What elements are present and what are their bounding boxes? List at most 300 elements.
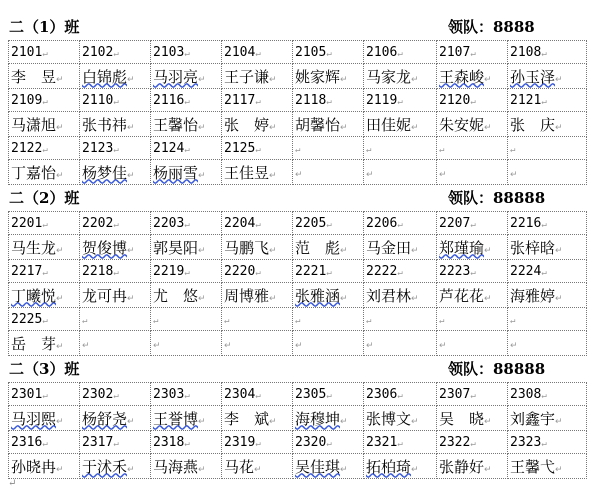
student-number-cell <box>437 383 508 406</box>
student-name-cell <box>437 454 508 479</box>
student-name: 龙可冉 <box>82 286 128 305</box>
student-name-cell <box>437 283 508 308</box>
student-number: 2221 <box>295 263 327 279</box>
student-name: 田佳妮 <box>366 115 412 134</box>
student-name: 海雅婷 <box>510 286 556 305</box>
student-number-cell <box>364 137 437 160</box>
student-number-cell <box>9 260 80 283</box>
cell-end-mark: ↵ <box>198 74 206 85</box>
student-number-cell <box>437 308 508 331</box>
student-name-row <box>9 64 587 89</box>
class-name: 二（3）班 <box>9 360 80 378</box>
student-number: 2303 <box>153 386 185 402</box>
student-name-cell <box>293 64 364 89</box>
student-name: 王子谦 <box>224 67 270 86</box>
student-number-cell <box>437 89 508 112</box>
student-number-row <box>9 431 587 454</box>
student-number-cell <box>508 308 587 331</box>
cell-end-mark: ↵ <box>295 144 301 155</box>
cell-end-mark: ↵ <box>397 267 403 278</box>
cell-end-mark: ↵ <box>510 341 518 351</box>
student-name: 朱安妮 <box>439 115 485 134</box>
student-name: 王馨弋 <box>510 457 556 476</box>
cell-end-mark: ↵ <box>397 438 403 449</box>
cell-end-mark: ↵ <box>366 144 372 155</box>
cell-end-mark: ↵ <box>470 390 476 401</box>
cell-end-mark: ↵ <box>127 170 135 181</box>
cell-end-mark: ↵ <box>224 315 230 326</box>
student-number: 2203 <box>153 215 185 231</box>
student-name: 刘君林 <box>366 286 412 305</box>
cell-end-mark: ↵ <box>198 293 206 304</box>
student-name-cell <box>508 64 587 89</box>
student-number-cell <box>508 41 587 64</box>
student-number: 2321 <box>366 434 398 450</box>
student-number-cell <box>80 260 151 283</box>
cell-end-mark: ↵ <box>470 48 476 59</box>
student-name-cell <box>151 235 222 260</box>
cell-end-mark: ↵ <box>184 267 190 278</box>
student-name: 周博雅 <box>224 286 270 305</box>
student-number-cell <box>80 212 151 235</box>
cell-end-mark: ↵ <box>269 416 277 427</box>
student-name-cell <box>151 112 222 137</box>
student-number-cell <box>508 89 587 112</box>
cell-end-mark: ↵ <box>510 170 518 180</box>
student-name: 马金田 <box>366 238 412 257</box>
cell-end-mark: ↵ <box>56 341 64 352</box>
student-number: 2123 <box>82 140 114 156</box>
student-number-cell <box>364 431 437 454</box>
student-number-cell <box>437 260 508 283</box>
end-paragraph-mark: ↵ <box>8 478 17 489</box>
student-name-cell <box>151 64 222 89</box>
cell-end-mark: ↵ <box>153 341 161 351</box>
student-name-cell <box>9 112 80 137</box>
student-number: 2103 <box>153 44 185 60</box>
student-number-cell <box>80 89 151 112</box>
student-name-cell <box>222 235 293 260</box>
cell-end-mark: ↵ <box>340 416 348 427</box>
cell-end-mark: ↵ <box>541 390 547 401</box>
student-name: 王馨怡 <box>153 115 199 134</box>
cell-end-mark: ↵ <box>56 416 64 427</box>
cell-end-mark: ↵ <box>42 267 48 278</box>
cell-end-mark: ↵ <box>113 144 119 155</box>
cell-end-mark: ↵ <box>198 245 206 256</box>
student-name-row <box>9 235 587 260</box>
student-name-cell <box>293 406 364 431</box>
cell-end-mark: ↵ <box>255 390 261 401</box>
student-number: 2320 <box>295 434 327 450</box>
cell-end-mark: ↵ <box>411 464 419 475</box>
cell-end-mark: ↵ <box>366 341 374 351</box>
cell-end-mark: ↵ <box>484 416 492 427</box>
student-name-cell <box>437 112 508 137</box>
student-number-cell <box>364 89 437 112</box>
student-name: 张 庆 <box>510 115 556 134</box>
student-number: 2219 <box>153 263 185 279</box>
student-name-cell <box>293 160 364 185</box>
cell-end-mark: ↵ <box>295 315 301 326</box>
student-number-cell <box>293 308 364 331</box>
team-leader: 领队：88888 <box>448 360 546 378</box>
student-number: 2223 <box>439 263 471 279</box>
student-number-cell <box>151 41 222 64</box>
student-number-cell <box>9 89 80 112</box>
student-number: 2318 <box>153 434 185 450</box>
cell-end-mark: ↵ <box>269 245 277 256</box>
student-number-cell <box>364 383 437 406</box>
cell-end-mark: ↵ <box>295 341 303 351</box>
student-name-cell <box>437 331 508 356</box>
student-number: 2104 <box>224 44 256 60</box>
cell-end-mark: ↵ <box>366 315 372 326</box>
student-number: 2218 <box>82 263 114 279</box>
cell-end-mark: ↵ <box>326 267 332 278</box>
student-name-row <box>9 160 587 185</box>
cell-end-mark: ↵ <box>82 341 90 351</box>
cell-end-mark: ↵ <box>439 341 447 351</box>
student-number-cell <box>293 89 364 112</box>
cell-end-mark: ↵ <box>541 267 547 278</box>
cell-end-mark: ↵ <box>153 315 159 326</box>
student-number: 2124 <box>153 140 185 156</box>
student-name-cell <box>437 160 508 185</box>
cell-end-mark: ↵ <box>113 390 119 401</box>
student-name-cell <box>222 160 293 185</box>
student-name: 王誉博 <box>153 409 199 428</box>
student-name: 孙晓冉 <box>11 457 57 476</box>
cell-end-mark: ↵ <box>56 245 64 256</box>
student-number-row <box>9 212 587 235</box>
student-number-cell <box>222 308 293 331</box>
student-name: 张书祎 <box>82 115 128 134</box>
cell-end-mark: ↵ <box>397 96 403 107</box>
cell-end-mark: ↵ <box>510 144 516 155</box>
student-number-cell <box>437 212 508 235</box>
student-number-cell <box>364 41 437 64</box>
student-number-cell <box>151 212 222 235</box>
cell-end-mark: ↵ <box>484 122 492 133</box>
cell-end-mark: ↵ <box>82 315 88 326</box>
student-number: 2101 <box>11 44 43 60</box>
student-number: 2205 <box>295 215 327 231</box>
student-number-cell <box>151 431 222 454</box>
student-number: 2225 <box>11 311 43 327</box>
student-number: 2317 <box>82 434 114 450</box>
cell-end-mark: ↵ <box>411 245 419 256</box>
cell-end-mark: ↵ <box>484 74 492 85</box>
student-number-cell <box>151 137 222 160</box>
student-name-cell <box>80 160 151 185</box>
cell-end-mark: ↵ <box>113 219 119 230</box>
student-number-cell <box>222 41 293 64</box>
student-number-cell <box>9 41 80 64</box>
cell-end-mark: ↵ <box>411 122 419 133</box>
student-name-cell <box>364 64 437 89</box>
student-name: 姚家辉 <box>295 67 341 86</box>
student-number-cell <box>9 431 80 454</box>
student-number-cell <box>222 212 293 235</box>
student-name-cell <box>293 283 364 308</box>
cell-end-mark: ↵ <box>255 219 261 230</box>
cell-end-mark: ↵ <box>269 74 277 85</box>
student-name: 马家龙 <box>366 67 412 86</box>
student-name-cell <box>80 112 151 137</box>
student-number: 2323 <box>510 434 542 450</box>
student-name-cell <box>364 406 437 431</box>
student-name-cell <box>508 331 587 356</box>
student-name-cell <box>151 331 222 356</box>
cell-end-mark: ↵ <box>127 122 135 133</box>
cell-end-mark: ↵ <box>184 219 190 230</box>
student-name-cell <box>508 112 587 137</box>
student-number-row <box>9 383 587 406</box>
cell-end-mark: ↵ <box>269 170 277 181</box>
student-name: 海穆坤 <box>295 409 341 428</box>
student-number-row <box>9 308 587 331</box>
student-name: 贺俊博 <box>82 238 128 257</box>
cell-end-mark: ↵ <box>224 341 232 351</box>
student-name-cell <box>364 235 437 260</box>
cell-end-mark: ↵ <box>340 293 348 304</box>
cell-end-mark: ↵ <box>470 219 476 230</box>
student-number: 2120 <box>439 92 471 108</box>
student-number: 2306 <box>366 386 398 402</box>
student-name-cell <box>364 160 437 185</box>
student-number-cell <box>293 41 364 64</box>
cell-end-mark: ↵ <box>555 293 563 304</box>
cell-end-mark: ↵ <box>340 464 348 475</box>
student-name-cell <box>80 331 151 356</box>
cell-end-mark: ↵ <box>541 438 547 449</box>
student-name-cell <box>222 112 293 137</box>
student-number: 2307 <box>439 386 471 402</box>
student-name-row <box>9 283 587 308</box>
cell-end-mark: ↵ <box>113 438 119 449</box>
class-roster-table <box>8 382 587 479</box>
student-number-cell <box>9 308 80 331</box>
student-number: 2119 <box>366 92 398 108</box>
cell-end-mark: ↵ <box>411 416 419 427</box>
student-name: 马羽亮 <box>153 67 199 86</box>
student-name-cell <box>508 283 587 308</box>
cell-end-mark: ↵ <box>113 96 119 107</box>
cell-end-mark: ↵ <box>439 315 445 326</box>
student-name-cell <box>437 64 508 89</box>
cell-end-mark: ↵ <box>198 416 206 427</box>
cell-end-mark: ↵ <box>42 219 48 230</box>
student-name-row <box>9 112 587 137</box>
cell-end-mark: ↵ <box>42 438 48 449</box>
student-name-cell <box>80 235 151 260</box>
student-name: 吴 晓 <box>439 409 485 428</box>
student-name: 吴佳琪 <box>295 457 341 476</box>
cell-end-mark: ↵ <box>127 245 135 256</box>
team-leader: 领队：8888 <box>448 18 535 36</box>
student-number-cell <box>80 308 151 331</box>
cell-end-mark: ↵ <box>184 438 190 449</box>
cell-end-mark: ↵ <box>470 438 476 449</box>
cell-end-mark: ↵ <box>56 293 64 304</box>
student-name-cell <box>508 454 587 479</box>
student-number: 2202 <box>82 215 114 231</box>
class-roster-table <box>8 40 587 185</box>
cell-end-mark: ↵ <box>255 48 261 59</box>
student-name: 马海燕 <box>153 457 199 476</box>
student-name: 杨舒尧 <box>82 409 128 428</box>
student-name-cell <box>364 283 437 308</box>
cell-end-mark: ↵ <box>470 96 476 107</box>
cell-end-mark: ↵ <box>127 74 135 85</box>
student-number: 2122 <box>11 140 43 156</box>
student-name-cell <box>151 454 222 479</box>
student-number-cell <box>364 308 437 331</box>
student-name: 张 婷 <box>224 115 270 134</box>
cell-end-mark: ↵ <box>541 96 547 107</box>
cell-end-mark: ↵ <box>56 122 64 133</box>
cell-end-mark: ↵ <box>42 390 48 401</box>
student-number-cell <box>151 89 222 112</box>
student-number-cell <box>222 137 293 160</box>
student-name: 张静好 <box>439 457 485 476</box>
class-heading <box>8 14 586 40</box>
student-number-cell <box>222 383 293 406</box>
student-name: 范 彪 <box>295 238 341 257</box>
student-number-cell <box>222 431 293 454</box>
student-number-cell <box>293 137 364 160</box>
cell-end-mark: ↵ <box>255 96 261 107</box>
class-name: 二（2）班 <box>9 189 80 207</box>
student-name-cell <box>80 406 151 431</box>
student-name: 李 昱 <box>11 67 57 86</box>
cell-end-mark: ↵ <box>184 48 190 59</box>
student-number: 2322 <box>439 434 471 450</box>
student-name-cell <box>293 235 364 260</box>
student-number-cell <box>508 431 587 454</box>
cell-end-mark: ↵ <box>555 245 563 256</box>
cell-end-mark: ↵ <box>484 245 492 256</box>
cell-end-mark: ↵ <box>184 96 190 107</box>
cell-end-mark: ↵ <box>555 74 563 85</box>
cell-end-mark: ↵ <box>470 267 476 278</box>
student-name: 拓柏琦 <box>366 457 412 476</box>
student-number-cell <box>293 212 364 235</box>
cell-end-mark: ↵ <box>42 48 48 59</box>
student-name-cell <box>80 283 151 308</box>
student-name: 郑瑾瑜 <box>439 238 485 257</box>
cell-end-mark: ↵ <box>113 267 119 278</box>
student-number: 2222 <box>366 263 398 279</box>
cell-end-mark: ↵ <box>366 170 374 180</box>
class-name: 二（1）班 <box>9 18 80 36</box>
student-name-cell <box>222 454 293 479</box>
student-name: 杨丽雪 <box>153 163 199 182</box>
student-name-cell <box>151 160 222 185</box>
student-number-cell <box>222 260 293 283</box>
student-number-cell <box>364 212 437 235</box>
student-number-cell <box>80 137 151 160</box>
student-number-cell <box>508 212 587 235</box>
cell-end-mark: ↵ <box>42 144 48 155</box>
cell-end-mark: ↵ <box>397 48 403 59</box>
student-number: 2204 <box>224 215 256 231</box>
student-name-cell <box>9 160 80 185</box>
cell-end-mark: ↵ <box>255 144 261 155</box>
student-name-cell <box>222 64 293 89</box>
cell-end-mark: ↵ <box>541 48 547 59</box>
student-number-cell <box>80 431 151 454</box>
student-name-cell <box>222 406 293 431</box>
student-name-cell <box>364 112 437 137</box>
student-name-cell <box>222 331 293 356</box>
student-number: 2110 <box>82 92 114 108</box>
student-number: 2217 <box>11 263 43 279</box>
student-number: 2224 <box>510 263 542 279</box>
student-number: 2118 <box>295 92 327 108</box>
student-number: 2106 <box>366 44 398 60</box>
cell-end-mark: ↵ <box>198 170 206 181</box>
student-name: 张雅涵 <box>295 286 341 305</box>
cell-end-mark: ↵ <box>326 219 332 230</box>
student-number: 2308 <box>510 386 542 402</box>
cell-end-mark: ↵ <box>127 293 135 304</box>
student-name-cell <box>437 235 508 260</box>
cell-end-mark: ↵ <box>555 122 563 133</box>
class-heading <box>8 356 586 382</box>
student-number-cell <box>508 260 587 283</box>
cell-end-mark: ↵ <box>397 390 403 401</box>
cell-end-mark: ↵ <box>184 144 190 155</box>
student-number: 2220 <box>224 263 256 279</box>
student-name-row <box>9 406 587 431</box>
student-number: 2301 <box>11 386 43 402</box>
cell-end-mark: ↵ <box>127 416 135 427</box>
student-name: 张梓晗 <box>510 238 556 257</box>
team-leader: 领队：88888 <box>448 189 546 207</box>
cell-end-mark: ↵ <box>439 170 447 180</box>
cell-end-mark: ↵ <box>269 122 277 133</box>
student-name-cell <box>9 283 80 308</box>
student-number-cell <box>293 383 364 406</box>
student-name: 李 斌 <box>224 409 270 428</box>
student-number: 2125 <box>224 140 256 156</box>
student-number: 2102 <box>82 44 114 60</box>
student-number-row <box>9 137 587 160</box>
cell-end-mark: ↵ <box>555 464 563 475</box>
student-number: 2207 <box>439 215 471 231</box>
cell-end-mark: ↵ <box>295 170 303 180</box>
student-name-cell <box>9 454 80 479</box>
cell-end-mark: ↵ <box>510 315 516 326</box>
student-number: 2121 <box>510 92 542 108</box>
student-name-cell <box>508 160 587 185</box>
student-number-cell <box>437 137 508 160</box>
cell-end-mark: ↵ <box>439 144 445 155</box>
cell-end-mark: ↵ <box>269 293 277 304</box>
student-number-cell <box>437 41 508 64</box>
student-number: 2108 <box>510 44 542 60</box>
cell-end-mark: ↵ <box>541 219 547 230</box>
student-name-cell <box>9 235 80 260</box>
cell-end-mark: ↵ <box>555 416 563 427</box>
student-number-row <box>9 260 587 283</box>
student-name: 白锦彪 <box>82 67 128 86</box>
student-name-cell <box>151 283 222 308</box>
cell-end-mark: ↵ <box>113 48 119 59</box>
student-name: 刘鑫宇 <box>510 409 556 428</box>
